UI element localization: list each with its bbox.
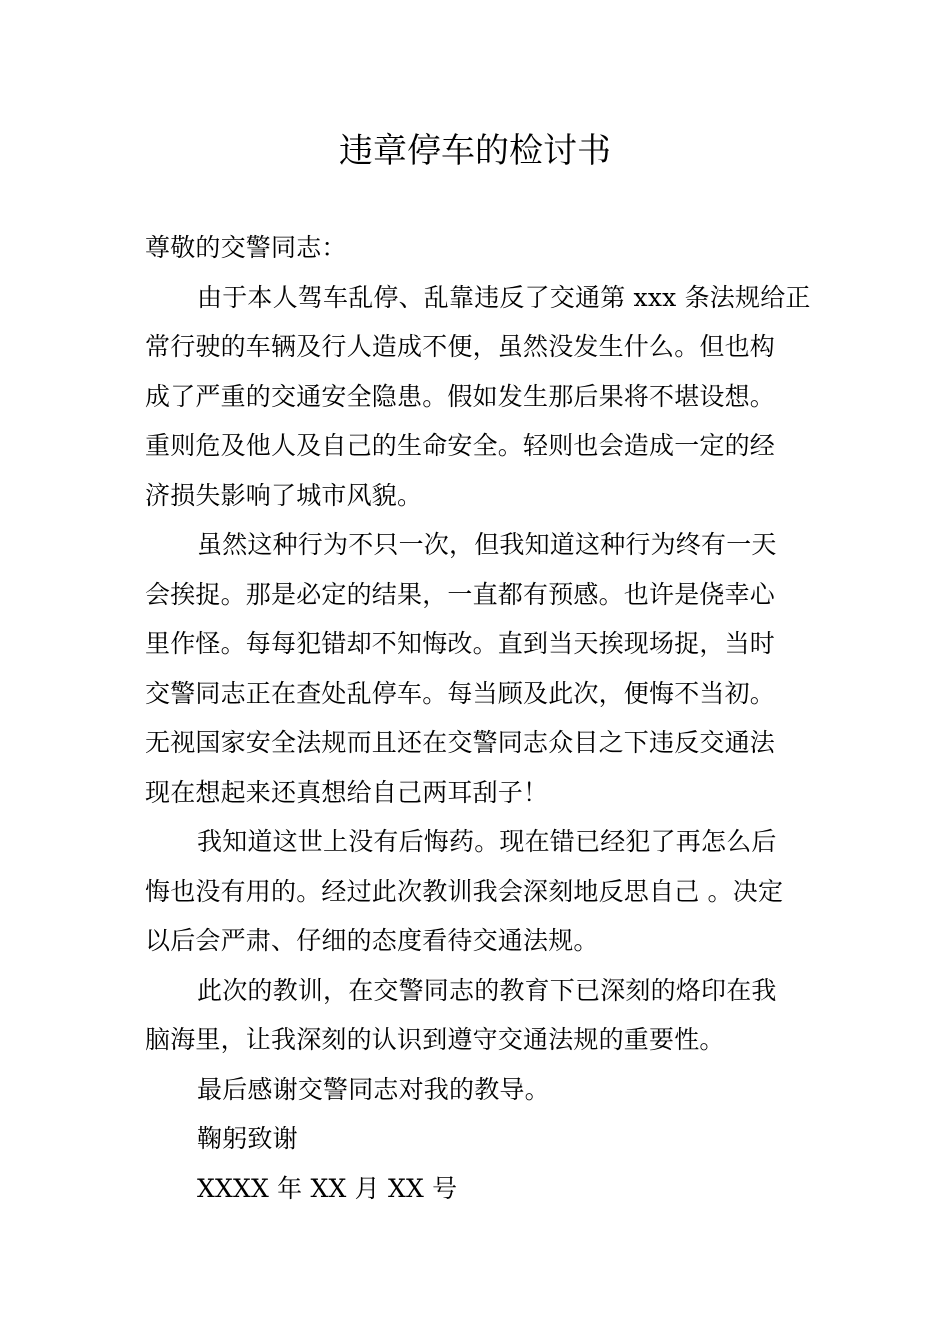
- document-line: 我知道这世上没有后悔药。现在错已经犯了再怎么后: [197, 827, 777, 856]
- document-line: 无视国家安全法规而且还在交警同志众目之下违反交通法: [145, 728, 776, 757]
- document-line: 现在想起来还真想给自己两耳刮子！: [145, 777, 549, 807]
- document-body: [145, 223, 815, 1213]
- document-line: 此次的教训，在交警同志的教育下已深刻的烙印在我: [197, 975, 777, 1005]
- document-line: 交警同志正在查处乱停车。每当顾及此次，便悔不当初。: [145, 678, 776, 708]
- document-line: 鞠躬致谢: [197, 1124, 298, 1153]
- document-line: 常行驶的车辆及行人造成不便，虽然没发生什么。但也构: [145, 332, 776, 361]
- document-line: 会挨捉。那是必定的结果，一直都有预感。也许是侥幸心: [145, 579, 776, 609]
- document-title: 违章停车的检讨书: [339, 131, 611, 171]
- document-line: 济损失影响了城市风貌。: [145, 480, 423, 510]
- document-line: 最后感谢交警同志对我的教导。: [197, 1074, 550, 1104]
- document-line: 悔也没有用的。经过此次教训我会深刻地反思自己 。决定: [145, 876, 784, 906]
- document-line: 尊敬的交警同志：: [145, 233, 347, 262]
- document-line: 里作怪。每每犯错却不知悔改。直到当天挨现场捉，当时: [145, 629, 776, 658]
- document-line: 虽然这种行为不只一次，但我知道这种行为终有一天: [197, 530, 777, 559]
- document-line: 以后会严肃、仔细的态度看待交通法规。: [145, 926, 599, 955]
- document-line: 脑海里，让我深刻的认识到遵守交通法规的重要性。: [145, 1025, 725, 1054]
- document-line: XXXX 年 XX 月 XX 号: [197, 1173, 458, 1203]
- document-line: 重则危及他人及自己的生命安全。轻则也会造成一定的经: [145, 431, 776, 460]
- document-line: 由于本人驾车乱停、乱靠违反了交通第 xxx 条法规给正: [197, 282, 811, 312]
- document-line: 成了严重的交通安全隐患。假如发生那后果将不堪设想。: [145, 381, 776, 411]
